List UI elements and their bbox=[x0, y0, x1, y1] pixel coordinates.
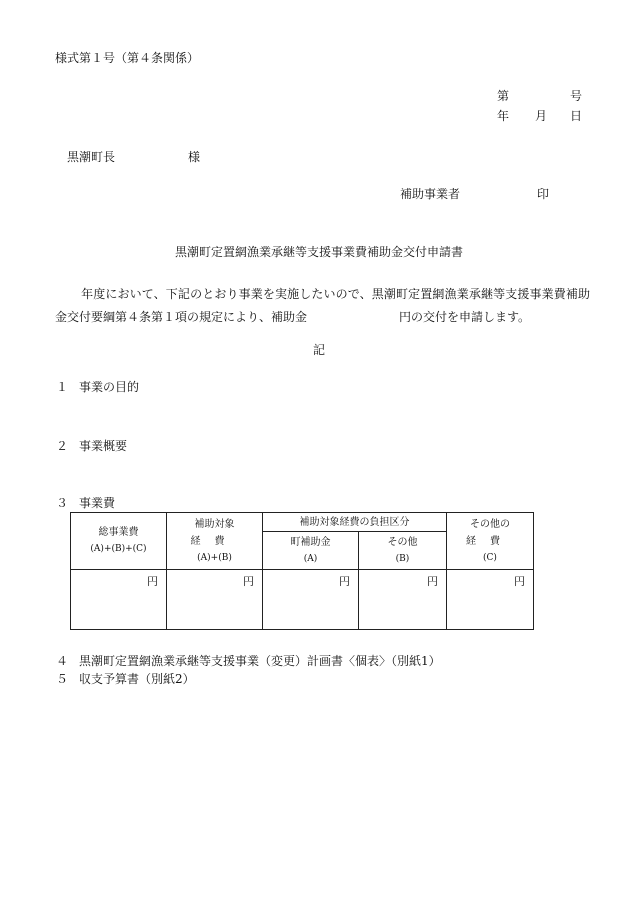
addressee-name: 黒潮町長 bbox=[67, 150, 116, 164]
subsidy-target-amount[interactable] bbox=[167, 570, 263, 630]
date-year: 年 bbox=[497, 109, 510, 123]
item-5-number: ５ bbox=[56, 672, 69, 686]
item-3-label: 事業費 bbox=[79, 496, 116, 510]
total-cost-header bbox=[71, 513, 167, 570]
subsidy-target-formula: (A)+(B) bbox=[197, 552, 232, 563]
item-1-number: １ bbox=[56, 380, 69, 394]
yen-unit: 円 bbox=[339, 575, 350, 588]
subsidy-target-label-1: 補助対象 bbox=[194, 518, 235, 530]
total-cost-label: 総事業費 bbox=[98, 527, 139, 538]
body-text-2: 円の交付を申請します。 bbox=[399, 310, 531, 324]
town-subsidy-header bbox=[263, 532, 359, 570]
doc-number-suffix: 号 bbox=[570, 89, 583, 103]
other-share-amount[interactable] bbox=[359, 570, 447, 630]
form-number: 様式第１号（第４条関係） bbox=[55, 51, 200, 65]
yen-unit: 円 bbox=[243, 575, 254, 588]
item-4-label: 黒潮町定置網漁業承継等支援事業（変更）計画書〈個表〉（別紙1） bbox=[79, 654, 441, 668]
addressee-honorific: 様 bbox=[188, 150, 201, 164]
subsidy-target-label-2: 経費 bbox=[190, 535, 239, 547]
total-cost-formula: (A)+(B)+(C) bbox=[90, 544, 147, 554]
other-expense-header bbox=[447, 513, 534, 570]
item-1-label: 事業の目的 bbox=[79, 380, 140, 394]
application-body bbox=[55, 283, 590, 329]
other-share-header bbox=[359, 532, 447, 570]
other-share-label: その他 bbox=[387, 536, 418, 548]
other-expense-code: (C) bbox=[483, 552, 497, 563]
document-title: 黒潮町定置網漁業承継等支援事業費補助金交付申請書 bbox=[175, 245, 464, 259]
item-3-number: ３ bbox=[56, 496, 69, 510]
applicant-label: 補助事業者 bbox=[400, 187, 461, 201]
subsidy-target-header bbox=[167, 513, 263, 570]
yen-unit: 円 bbox=[147, 575, 158, 588]
ki-heading: 記 bbox=[313, 343, 326, 357]
body-text-1: 年度において、下記のとおり事業を実施したいので、黒潮町定置網漁業承継等支援事業費補助金交付要綱第４条第１項の規定により、補助金 bbox=[55, 287, 590, 324]
other-share-code: (B) bbox=[395, 553, 410, 564]
total-cost-amount[interactable] bbox=[71, 570, 167, 630]
town-subsidy-label: 町補助金 bbox=[290, 536, 331, 548]
item-4-number: ４ bbox=[56, 654, 69, 668]
other-expense-label-1: その他の bbox=[470, 518, 510, 530]
item-2-label: 事業概要 bbox=[79, 439, 128, 453]
seal-mark: 印 bbox=[537, 187, 550, 201]
yen-unit: 円 bbox=[514, 575, 525, 588]
item-2-number: ２ bbox=[56, 439, 69, 453]
yen-unit: 円 bbox=[427, 575, 438, 588]
town-subsidy-code: (A) bbox=[303, 553, 318, 564]
item-5-label: 収支予算書（別紙2） bbox=[79, 672, 195, 686]
date-day: 日 bbox=[570, 109, 583, 123]
cost-table bbox=[70, 512, 534, 630]
other-expense-amount[interactable] bbox=[447, 570, 534, 630]
town-subsidy-amount[interactable] bbox=[263, 570, 359, 630]
date-month: 月 bbox=[535, 109, 548, 123]
other-expense-label-2: 経費 bbox=[466, 535, 514, 547]
doc-number-prefix: 第 bbox=[497, 89, 510, 103]
share-header: 補助対象経費の負担区分 bbox=[263, 513, 447, 532]
